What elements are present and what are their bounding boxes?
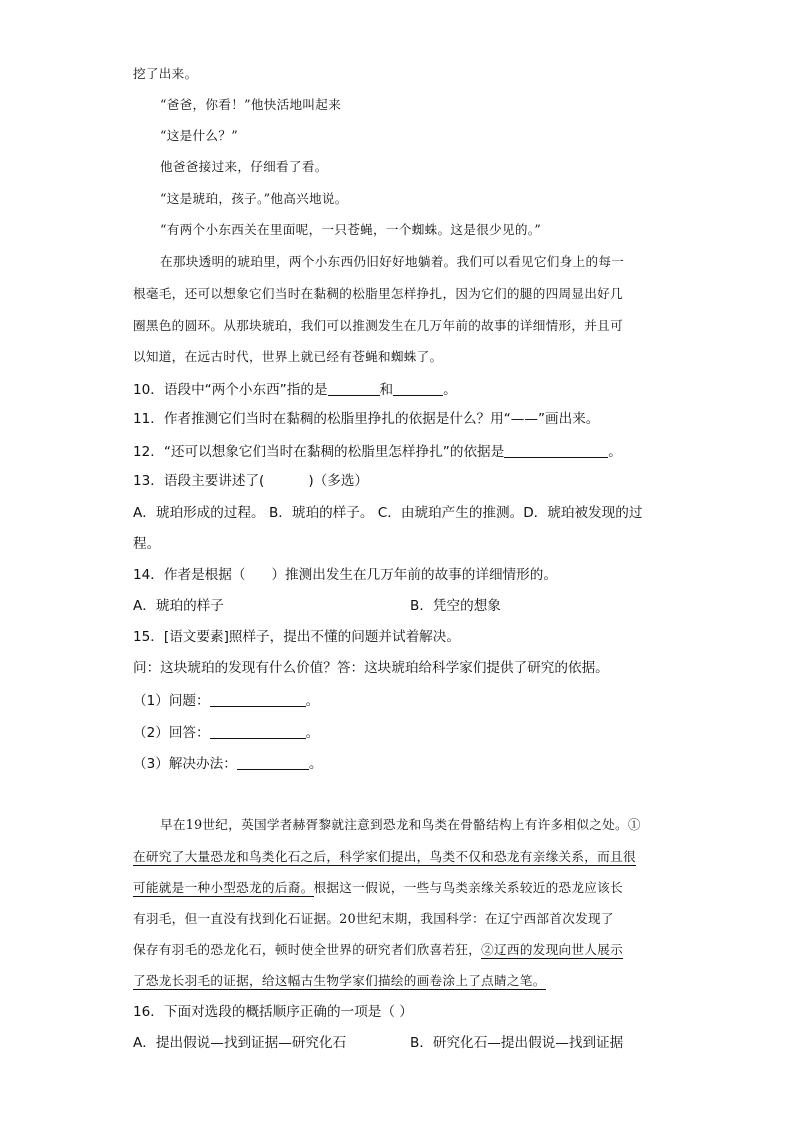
passage2-line: 早在19世纪，英国学者赫胥黎就注意到恐龙和鸟类在骨骼结构上有许多相似之处。①: [160, 817, 641, 832]
question-15-item: （2）回答： 。: [133, 725, 320, 741]
underlined-sentence-2: 了恐龙长羽毛的证据，给这幅古生物学家们描绘的画卷涂上了点睛之笔。: [133, 973, 546, 988]
passage2-line: 可能就是一种小型恐龙的后裔。根据这一假说，一些与鸟类亲缘关系较近的恐龙应该长: [133, 880, 623, 895]
passage2-line: [133, 975, 546, 988]
passage1-line: 挖了出来。: [133, 66, 198, 81]
question-15: 15．[语文要素]照样子，提出不懂的问题并试着解决。: [133, 629, 460, 645]
answer-blank[interactable]: [393, 382, 443, 396]
question-15-example: 问：这块琥珀的发现有什么价值？答：这块琥珀给科学家们提供了研究的依据。: [133, 660, 609, 676]
passage2-line: 保存有羽毛的恐龙化石，顿时使全世界的研究者们欣喜若狂，②辽西的发现向世人展示: [133, 942, 623, 957]
underlined-sentence-1: 在研究了大量恐龙和鸟类化石之后，科学家们提出，鸟类不仅和恐龙有亲缘关系，而且很: [133, 849, 636, 864]
answer-blank[interactable]: [210, 725, 306, 739]
question-15-item: （1）问题： 。: [133, 693, 320, 709]
passage1-line: “爸爸，你看！”他快活地叫起来: [160, 97, 342, 112]
answer-blank[interactable]: [504, 444, 608, 458]
question-14: 14．作者是根据（ ）推测出发生在几万年前的故事的详细情形的。: [133, 567, 557, 583]
passage2-line: [133, 851, 636, 864]
option-a[interactable]: A．提出假说—找到证据—研究化石: [133, 1035, 347, 1051]
question-15-item: （3）解决办法： 。: [133, 756, 323, 772]
question-13-options: 程。: [133, 536, 161, 552]
question-11: 11．作者推测它们当时在黏稠的松脂里挣扎的依据是什么？用“——”画出来。: [133, 411, 600, 427]
question-10: 10．语段中“两个小东西”指的是 和 。: [133, 382, 457, 398]
passage1-line: 在那块透明的琥珀里，两个小东西仍旧好好地躺着。我们可以看见它们身上的每一: [160, 254, 625, 269]
passage1-line: 以知道，在远古时代，世界上就已经有苍蝇和蜘蛛了。: [133, 349, 443, 364]
question-13-options: A．琥珀形成的过程。 B．琥珀的样子。 C．由琥珀产生的推测。D．琥珀被发现的过: [133, 505, 643, 521]
underlined-sentence-2: ②辽西的发现向世人展示: [481, 942, 623, 957]
option-b[interactable]: B．研究化石—提出假说—找到证据: [410, 1035, 624, 1051]
underlined-sentence-1: 可能就是一种小型恐龙的后裔。: [133, 880, 314, 895]
question-13: 13．语段主要讲述了( )（多选）: [133, 473, 369, 489]
question-16: 16．下面对选段的概括顺序正确的一项是（ ）: [133, 1004, 413, 1020]
question-12: 12．“还可以想象它们当时在黏稠的松脂里怎样挣扎”的依据是 。: [133, 444, 622, 460]
passage1-line: “这是琥珀，孩子。”他高兴地说。: [160, 191, 348, 206]
option-a[interactable]: A．琥珀的样子: [133, 598, 224, 614]
answer-blank[interactable]: [328, 382, 380, 396]
passage1-line: 圈黑色的圆环。从那块琥珀，我们可以推测发生在几万年前的故事的详细情形，并且可: [133, 318, 623, 333]
option-b[interactable]: B．凭空的想象: [410, 598, 501, 614]
passage1-line: “有两个小东西关在里面呢，一只苍蝇，一个蜘蛛。这是很少见的。”: [160, 222, 542, 237]
answer-blank[interactable]: [210, 693, 306, 707]
passage1-line: “这是什么？”: [160, 128, 238, 143]
answer-blank[interactable]: [237, 756, 309, 770]
passage2-line: 有羽毛，但一直没有找到化石证据。20世纪末期，我国科学：在辽宁西部首次发现了: [133, 911, 614, 926]
passage1-line: 根毫毛，还可以想象它们当时在黏稠的松脂里怎样挣扎，因为它们的腿的四周显出好几: [133, 286, 623, 301]
passage1-line: 他爸爸接过来，仔细看了看。: [160, 159, 328, 174]
